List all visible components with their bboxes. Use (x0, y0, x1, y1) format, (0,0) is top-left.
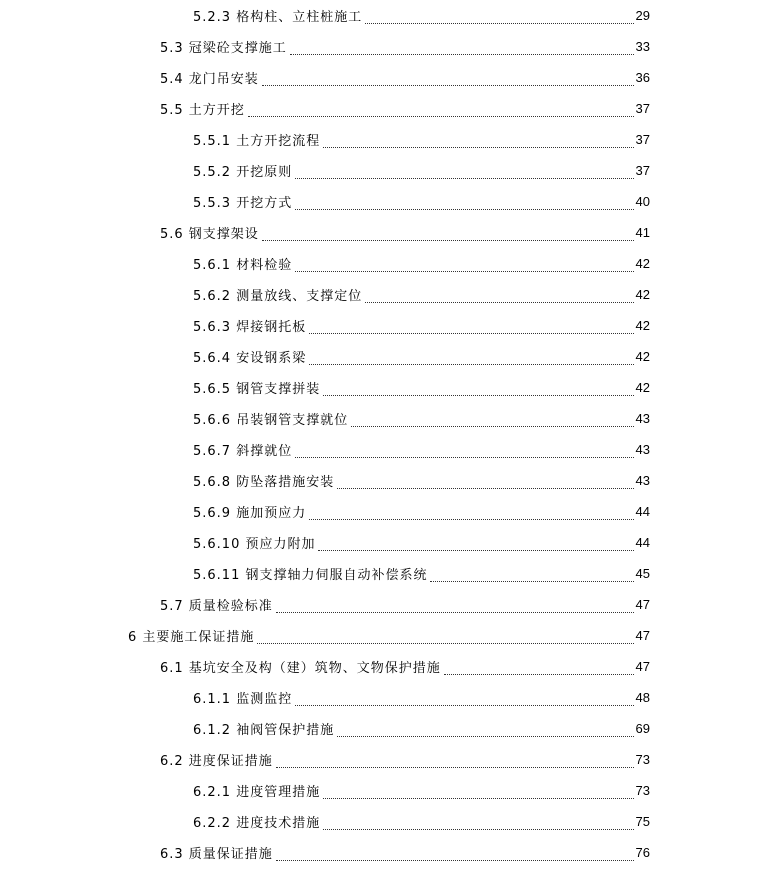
dot-leader (430, 570, 633, 582)
dot-leader (257, 632, 633, 644)
toc-entry-label: 6.2.1 进度管理措施 (193, 785, 321, 800)
toc-entry-page: 37 (635, 132, 650, 147)
toc-entry-page: 33 (635, 39, 650, 54)
toc-entry-label: 5.6.4 安设钢系梁 (193, 351, 307, 366)
toc-entry-label: 6.1.1 监测监控 (193, 692, 293, 707)
toc-entry-6-2[interactable] (160, 744, 650, 775)
dot-leader (318, 539, 633, 551)
dot-leader (351, 415, 633, 427)
dot-leader (337, 725, 633, 737)
toc-entry-label: 5.5.1 土方开挖流程 (193, 134, 321, 149)
toc-entry-5-6-7[interactable] (193, 434, 650, 465)
dot-leader (262, 229, 634, 241)
dot-leader (309, 353, 633, 365)
toc-entry-5-6[interactable] (160, 217, 650, 248)
toc-entry-page: 42 (635, 256, 650, 271)
toc-entry-page: 45 (635, 566, 650, 581)
dot-leader (276, 601, 634, 613)
toc-entry-page: 44 (635, 535, 650, 550)
toc-entry-page: 40 (635, 194, 650, 209)
toc-entry-page: 44 (635, 504, 650, 519)
toc-entry-page: 48 (635, 690, 650, 705)
dot-leader (337, 477, 633, 489)
toc-entry-page: 73 (635, 783, 650, 798)
toc-entry-page: 47 (635, 659, 650, 674)
dot-leader (290, 43, 634, 55)
toc-entry-page: 76 (635, 845, 650, 860)
toc-entry-page: 43 (635, 411, 650, 426)
toc-entry-6-2-1[interactable] (193, 775, 650, 806)
toc-entry-label: 5.6.2 测量放线、支撑定位 (193, 289, 363, 304)
dot-leader (295, 260, 633, 272)
dot-leader (365, 291, 633, 303)
toc-entry-label: 5.6.8 防坠落措施安装 (193, 475, 335, 490)
toc-entry-label: 5.5.2 开挖原则 (193, 165, 293, 180)
dot-leader (323, 136, 633, 148)
toc-entry-page: 36 (635, 70, 650, 85)
toc-entry-page: 42 (635, 380, 650, 395)
toc-entry-5-5-1[interactable] (193, 124, 650, 155)
toc-entry-6[interactable] (128, 620, 650, 651)
dot-leader (444, 663, 634, 675)
toc-entry-5-6-6[interactable] (193, 403, 650, 434)
dot-leader (309, 322, 633, 334)
toc-entry-page: 42 (635, 349, 650, 364)
toc-entry-5-5-3[interactable] (193, 186, 650, 217)
toc-entry-5-6-3[interactable] (193, 310, 650, 341)
dot-leader (309, 508, 633, 520)
toc-entry-label: 5.6.3 焊接钢托板 (193, 320, 307, 335)
toc-entry-label: 5.6.10 预应力附加 (193, 537, 316, 552)
toc-entry-label: 5.6.7 斜撑就位 (193, 444, 293, 459)
dot-leader (262, 74, 634, 86)
toc-entry-5-5-2[interactable] (193, 155, 650, 186)
toc-entry-label: 5.6.11 钢支撑轴力伺服自动补偿系统 (193, 568, 428, 583)
dot-leader (248, 105, 634, 117)
toc-entry-page: 73 (635, 752, 650, 767)
toc-entry-label: 5.6.9 施加预应力 (193, 506, 307, 521)
toc-entry-6-1-2[interactable] (193, 713, 650, 744)
toc-entry-label: 5.3 冠梁砼支撑施工 (160, 41, 287, 56)
toc-entry-5-6-2[interactable] (193, 279, 650, 310)
toc-entry-label: 5.7 质量检验标准 (160, 599, 273, 614)
toc-entry-6-1[interactable] (160, 651, 650, 682)
dot-leader (323, 818, 633, 830)
toc-entry-5-7[interactable] (160, 589, 650, 620)
toc-entry-5-3[interactable] (160, 31, 650, 62)
toc-entry-label: 5.5.3 开挖方式 (193, 196, 293, 211)
toc-entry-5-4[interactable] (160, 62, 650, 93)
toc-entry-5-6-9[interactable] (193, 496, 650, 527)
toc-entry-5-6-8[interactable] (193, 465, 650, 496)
toc-entry-label: 5.6.5 钢管支撑拼装 (193, 382, 321, 397)
toc-entry-page: 41 (635, 225, 650, 240)
toc-entry-page: 69 (635, 721, 650, 736)
dot-leader (276, 756, 634, 768)
toc-entry-5-2-3[interactable] (193, 0, 650, 31)
toc-entry-label: 6.2 进度保证措施 (160, 754, 273, 769)
toc-entry-page: 47 (635, 597, 650, 612)
dot-leader (365, 12, 633, 24)
toc-entry-page: 43 (635, 442, 650, 457)
toc-entry-5-6-11[interactable] (193, 558, 650, 589)
toc-entry-label: 6 主要施工保证措施 (128, 630, 255, 645)
toc-entry-page: 75 (635, 814, 650, 829)
toc-entry-label: 6.3 质量保证措施 (160, 847, 273, 862)
toc-entry-label: 5.2.3 格构柱、立柱桩施工 (193, 10, 363, 25)
toc-entry-label: 5.5 土方开挖 (160, 103, 245, 118)
dot-leader (295, 198, 633, 210)
toc-entry-label: 6.1.2 袖阀管保护措施 (193, 723, 335, 738)
dot-leader (323, 787, 633, 799)
toc-entry-label: 5.6.6 吊装钢管支撑就位 (193, 413, 349, 428)
toc-entry-5-6-4[interactable] (193, 341, 650, 372)
toc-entry-5-5[interactable] (160, 93, 650, 124)
toc-entry-6-2-2[interactable] (193, 806, 650, 837)
toc-entry-page: 47 (635, 628, 650, 643)
toc-entry-5-6-1[interactable] (193, 248, 650, 279)
toc-entry-page: 37 (635, 101, 650, 116)
toc-entry-6-1-1[interactable] (193, 682, 650, 713)
toc-entry-5-6-10[interactable] (193, 527, 650, 558)
toc-entry-6-3[interactable] (160, 837, 650, 868)
toc-entry-5-6-5[interactable] (193, 372, 650, 403)
dot-leader (295, 694, 633, 706)
toc-entry-page: 37 (635, 163, 650, 178)
toc-entry-page: 29 (635, 8, 650, 23)
toc-entry-page: 42 (635, 287, 650, 302)
dot-leader (276, 849, 634, 861)
toc-entry-label: 6.1 基坑安全及构（建）筑物、文物保护措施 (160, 661, 441, 676)
dot-leader (323, 384, 633, 396)
dot-leader (295, 446, 633, 458)
toc-entry-label: 5.4 龙门吊安装 (160, 72, 259, 87)
toc-entry-label: 5.6 钢支撑架设 (160, 227, 259, 242)
toc-entry-page: 42 (635, 318, 650, 333)
toc-entry-label: 6.2.2 进度技术措施 (193, 816, 321, 831)
dot-leader (295, 167, 633, 179)
toc-entry-label: 5.6.1 材料检验 (193, 258, 293, 273)
toc-entry-page: 43 (635, 473, 650, 488)
